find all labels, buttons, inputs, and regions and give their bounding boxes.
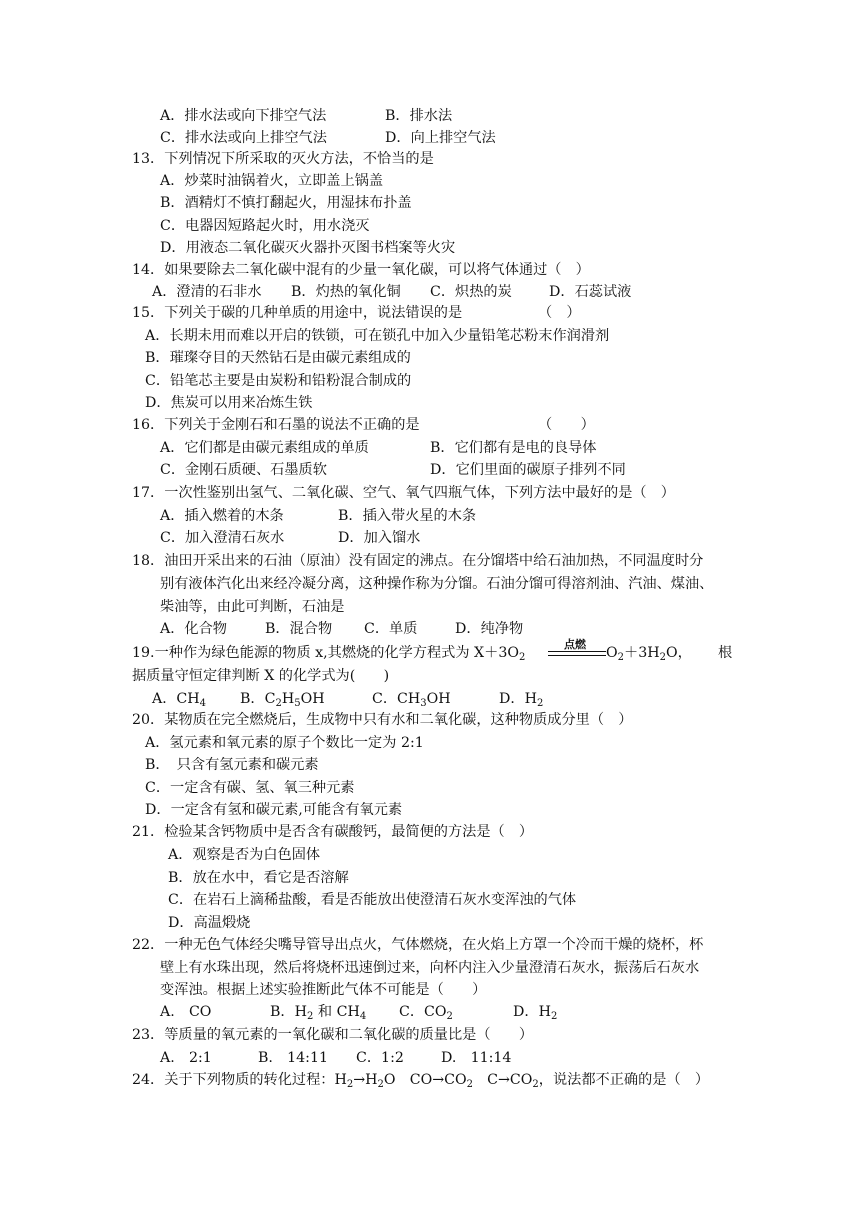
q21-option-b: B．放在水中，看它是否溶解 xyxy=(168,870,349,886)
q16-answer-paren: （ ） xyxy=(538,417,595,433)
q22-option-a: A. CO xyxy=(160,1004,212,1020)
q18-option-b: B．混合物 xyxy=(265,621,333,637)
q17-option-b: B．插入带火星的木条 xyxy=(338,508,477,524)
q16-option-c: C．金刚石质硬、石墨质软 xyxy=(160,462,327,478)
q18-option-c: C．单质 xyxy=(364,621,418,637)
q15-answer-paren: （ ） xyxy=(538,305,581,321)
reaction-condition-arrow xyxy=(548,637,606,659)
q17-option-a: A．插入燃着的木条 xyxy=(160,508,284,524)
q15-option-c: C．铅笔芯主要是由炭粉和铅粉混合制成的 xyxy=(145,373,412,389)
q22-option-b: B．$H_2$ 和 $CH_4$ xyxy=(270,1004,367,1022)
q18-option-a: A．化合物 xyxy=(160,621,227,637)
q20-stem: 20．某物质在完全燃烧后，生成物中只有水和二氧化碳，这种物质成分里（ ） xyxy=(132,712,633,728)
q12-option-a: A．排水法或向下排空气法 xyxy=(160,108,327,124)
q21-stem: 21．检验某含钙物质中是否含有碳酸钙，最简便的方法是（ ） xyxy=(132,824,534,840)
q12-option-b: B．排水法 xyxy=(385,108,453,124)
q21-option-c: C．在岩石上滴稀盐酸，看是否能放出使澄清石灰水变浑浊的气体 xyxy=(168,892,577,908)
q14-option-c: C．炽热的炭 xyxy=(430,284,512,300)
q22-stem-line2: 壁上有水珠出现，然后将烧杯迅速倒过来，向杯内注入少量澄清石灰水，振荡后石灰水 xyxy=(160,960,700,976)
q23-option-a: A. 2:1 xyxy=(160,1050,212,1066)
q16-stem: 16．下列关于金刚石和石墨的说法不正确的是 xyxy=(132,417,420,433)
q23-stem: 23．等质量的氧元素的一氧化碳和二氧化碳的质量比是（ ） xyxy=(132,1027,534,1043)
q12-option-d: D．向上排空气法 xyxy=(385,130,496,146)
q21-option-a: A．观察是否为白色固体 xyxy=(168,847,321,863)
q19-option-b: B．$C_2H_5OH$ xyxy=(240,691,325,709)
q18-stem-line3: 柴油等，由此可判断，石油是 xyxy=(160,599,345,615)
q17-stem: 17．一次性鉴别出氢气、二氧化碳、空气、氧气四瓶气体，下列方法中最好的是（ ） xyxy=(132,485,675,501)
q18-stem-line2: 别有液体汽化出来经冷凝分离，这种操作称为分馏。石油分馏可得溶剂油、汽油、煤油、 xyxy=(160,576,714,592)
q16-option-b: B．它们都有是电的良导体 xyxy=(430,440,597,456)
q19-stem-tail: 根 xyxy=(718,645,733,661)
q19-products: $O_2+3H_2O$， xyxy=(606,645,692,663)
q13-stem: 13．下列情况下所采取的灭火方法，不恰当的是 xyxy=(132,151,434,167)
q19-option-d: D．$H_2$ xyxy=(499,691,544,709)
q20-option-a: A．氢元素和氧元素的原子个数比一定为 2:1 xyxy=(145,735,424,751)
q17-option-c: C．加入澄清石灰水 xyxy=(160,530,285,546)
q17-option-d: D．加入馏水 xyxy=(338,530,421,546)
q15-stem: 15．下列关于碳的几种单质的用途中，说法错误的是 xyxy=(132,305,463,321)
q13-option-d: D．用液态二氧化碳灭火器扑灭图书档案等火灾 xyxy=(160,240,456,256)
q18-stem-line1: 18．油田开采出来的石油（原油）没有固定的沸点。在分馏塔中给石油加热，不同温度时分 xyxy=(132,553,704,569)
q19-option-a: A．$CH_4$ xyxy=(152,691,207,709)
q14-option-b: B．灼热的氧化铜 xyxy=(291,284,401,300)
q20-option-b: B． 只含有氢元素和碳元素 xyxy=(145,757,319,773)
q23-option-b: B. 14:11 xyxy=(258,1050,329,1066)
q15-option-a: A．长期未用而难以开启的铁锁，可在锁孔中加入少量铅笔芯粉末作润滑剂 xyxy=(145,328,610,344)
q22-option-c: C．$CO_2$ xyxy=(399,1004,453,1022)
q18-option-d: D．纯净物 xyxy=(455,621,524,637)
q22-option-d: D．$H_2$ xyxy=(513,1004,558,1022)
q16-option-d: D．它们里面的碳原子排列不同 xyxy=(430,462,626,478)
q22-stem-line1: 22．一种无色气体经尖嘴导管导出点火，气体燃烧，在火焰上方罩一个冷而干燥的烧杯，杯 xyxy=(132,937,704,953)
q19-stem-line2: 据质量守恒定律判断 X 的化学式为( ) xyxy=(132,668,390,684)
q21-option-d: D．高温煅烧 xyxy=(168,915,251,931)
q19-option-c: C．$CH_3OH$ xyxy=(372,691,451,709)
q14-stem: 14．如果要除去二氧化碳中混有的少量一氧化碳，可以将气体通过（ ） xyxy=(132,262,590,278)
q13-option-b: B．酒精灯不慎打翻起火，用湿抹布扑盖 xyxy=(160,195,412,211)
q13-option-c: C．电器因短路起火时，用水浇灭 xyxy=(160,218,370,234)
q14-option-a: A．澄清的石非水 xyxy=(152,284,262,300)
q23-option-c: C．1:2 xyxy=(356,1050,404,1066)
q13-option-a: A．炒菜时油锅着火，立即盖上锅盖 xyxy=(160,173,384,189)
q20-option-c: C．一定含有碳、氢、氧三种元素 xyxy=(145,780,355,796)
q19-stem-line1: 19.一种作为绿色能源的物质 x,其燃烧的化学方程式为 $X+3O_2$ xyxy=(132,645,526,663)
q23-option-d: D. 11:14 xyxy=(441,1050,512,1066)
q16-option-a: A．它们都是由碳元素组成的单质 xyxy=(160,440,369,456)
q24-stem: 24．关于下列物质的转化过程：$H_2\to H_2O$ $CO\to CO_2$ $C\to CO_2$，说法都不正确的是（ ） xyxy=(132,1072,710,1090)
q22-stem-line3: 变浑浊。根据上述实验推断此气体不可能是（ ） xyxy=(160,982,487,998)
q15-option-d: D．焦炭可以用来冶炼生铁 xyxy=(145,395,313,411)
q12-option-c: C．排水法或向上排空气法 xyxy=(160,130,327,146)
q15-option-b: B．璀璨夺目的天然钻石是由碳元素组成的 xyxy=(145,350,411,366)
reaction-condition: 点燃 xyxy=(564,638,586,651)
q14-option-d: D．石蕊试液 xyxy=(549,284,632,300)
q20-option-d: D．一定含有氢和碳元素,可能含有氧元素 xyxy=(145,802,403,818)
